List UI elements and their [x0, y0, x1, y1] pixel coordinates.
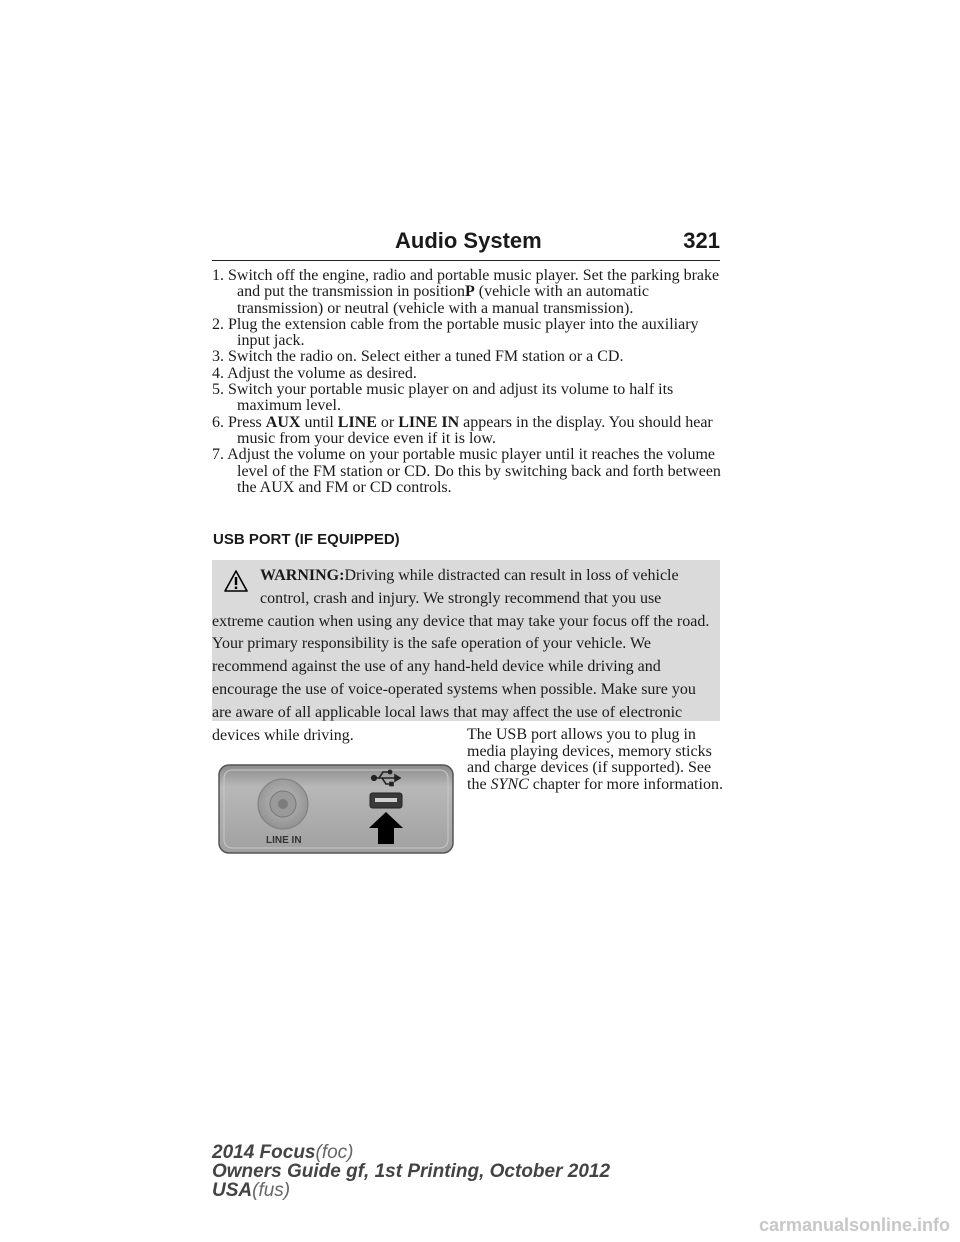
footer-market-code: (fus) — [252, 1180, 291, 1201]
footer-model-code: (foc) — [315, 1142, 354, 1163]
step-1-text: 1. Switch off the engine, radio and portable music player. Set the parking brake and put the transmission in position — [212, 267, 720, 301]
page-title: Audio System — [395, 228, 542, 253]
warning-first-line — [212, 565, 716, 611]
step-2: 2. Plug the extension cable from the portable music player into the auxiliary input jack. — [212, 315, 699, 350]
footer-market-line — [212, 1181, 610, 1200]
usb-port — [370, 793, 402, 808]
step-6-text-3: or — [376, 413, 399, 431]
warning-box — [212, 560, 720, 744]
warning-first-text: Driving while distracted can result in loss of vehicle control, crash and injury. We strongly recommend that you use — [260, 567, 679, 607]
step-6 — [212, 415, 724, 448]
line-in-text: LINE IN — [266, 835, 302, 846]
footer-guide: Owners Guide gf, 1st Printing, October 2012 — [212, 1161, 611, 1182]
step-6-text-2: until — [300, 413, 338, 431]
steps-list — [212, 268, 724, 496]
line-in-jack — [258, 779, 308, 829]
step-3: 3. Switch the radio on. Select either a tuned FM station or a CD. — [212, 348, 624, 366]
warning-text — [212, 565, 716, 747]
section-heading: USB PORT (IF EQUIPPED) — [213, 531, 400, 548]
step-6-text-4: appears in the display. You should hear music from your device even if it is low. — [237, 413, 713, 447]
step-4: 4. Adjust the volume as desired. — [212, 364, 417, 382]
aux-label: AUX — [265, 413, 301, 431]
step-1-bold-p: P — [465, 283, 475, 301]
step-5: 5. Switch your portable music player on and adjust its volume to half its maximum level. — [212, 381, 674, 415]
step-1 — [212, 268, 724, 317]
footer-model: 2014 Focus — [212, 1142, 316, 1163]
page-number: 321 — [683, 228, 720, 253]
usb-text-end: chapter for more information. — [528, 775, 723, 793]
step-1-text-end: (vehicle with an automatic transmission) or neutral (vehicle with a manual transmission). — [237, 283, 649, 317]
footer-model-line — [212, 1143, 610, 1162]
page-footer — [212, 1143, 610, 1200]
usb-description — [467, 727, 727, 793]
sync-reference: SYNC — [490, 775, 529, 793]
line-label: LINE — [337, 413, 377, 431]
step-6-text: 6. Press — [212, 413, 266, 431]
warning-body: extreme caution when using any device that may take your focus off the road. Your primary responsibility is the safe operation of your vehicle. We recommend against the use of any hand-held device while driving and encourage the use of voice-operated systems when possible. Make sure you are aware of all applicable local laws that may affect the use of electronic devices while driving. — [212, 612, 710, 744]
usb-port-illustration — [218, 764, 454, 856]
step-7: 7. Adjust the volume on your portable music player until it reaches the volume level of the FM station or CD. Do this by switching back and forth between the AUX and FM or CD controls. — [212, 446, 721, 496]
warning-label: WARNING: — [260, 567, 345, 584]
footer-guide-line — [212, 1162, 610, 1181]
watermark: carmanualsonline.info — [758, 1215, 950, 1235]
page-header — [212, 230, 720, 261]
footer-market: USA — [212, 1180, 253, 1201]
line-in-label: LINE IN — [398, 413, 460, 431]
usb-text-start: The USB port allows you to plug in media playing devices, memory sticks and charge devices (if supported). See the — [467, 726, 712, 793]
